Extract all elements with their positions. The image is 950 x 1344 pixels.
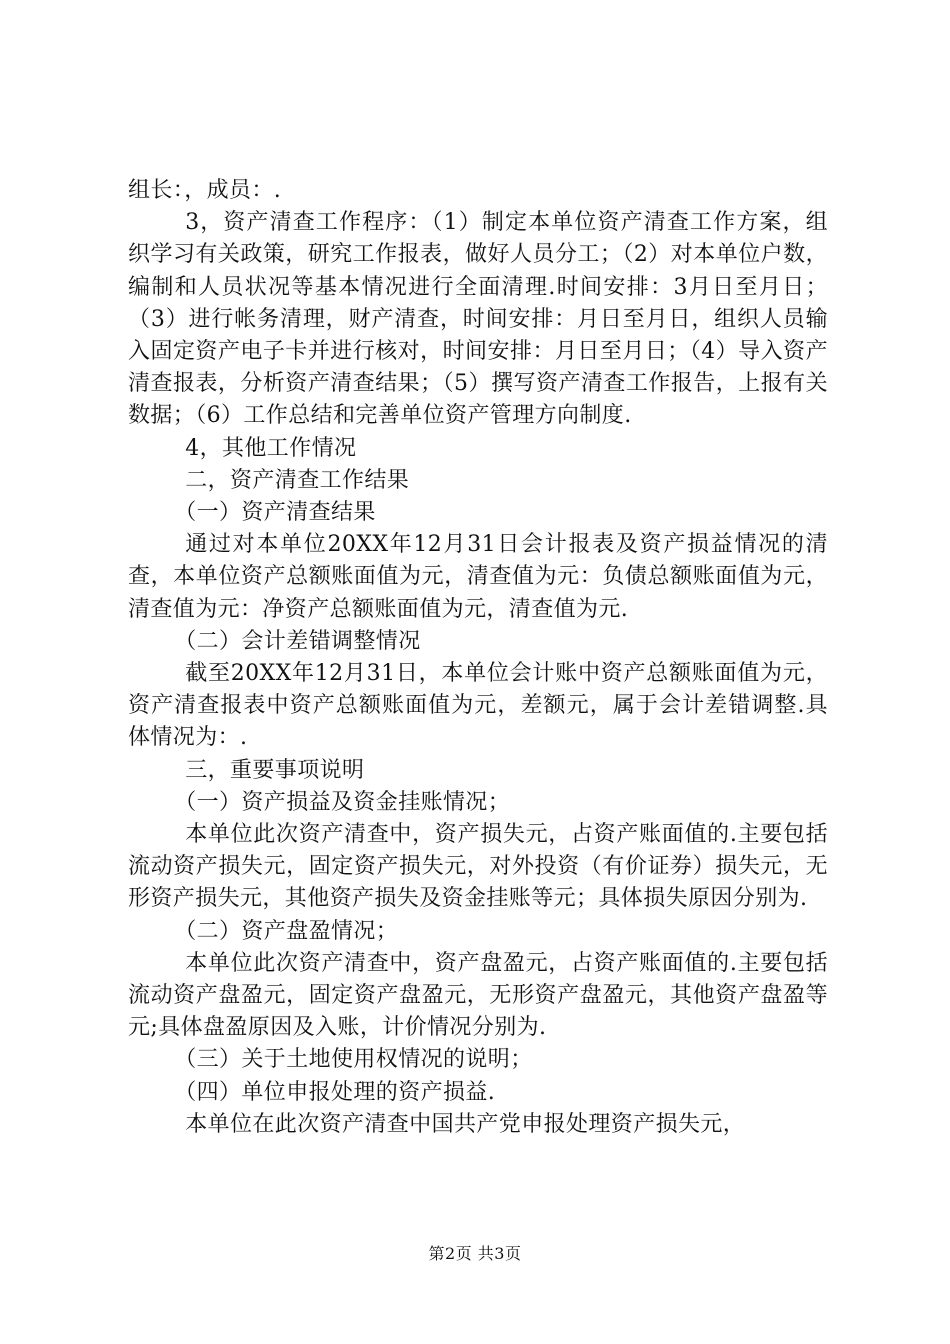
page-number-indicator: 第2页 共3页 [428,1244,522,1263]
subheading-accounting-errors: （二）会计差错调整情况 [174,628,421,654]
paragraph-inventory-results: 通过对本单位20XX年12月31日会计报表及资产损益情况的清查，本单位资产总额账面值为元，清查值为元：负债总额账面值为元，清查值为元：净资产总额账面值为元，清查值为元. [128,532,828,622]
subheading-declared-gains-losses: （四）单位申报处理的资产损益. [174,1079,496,1105]
paragraph-accounting-errors: 截至20XX年12月31日，本单位会计账中资产总额账面值为元，资产清查报表中资产总额账面值为元，差额元，属于会计差错调整.具体情况为：. [128,661,828,751]
paragraph-declared-losses: 本单位在此次资产清查中国共产党申报处理资产损失元， [185,1111,746,1137]
subheading-asset-gains-losses: （一）资产损益及资金挂账情况； [174,789,511,815]
document-body [128,175,828,1141]
page-footer [0,1244,950,1264]
section-heading-results: 二，资产清查工作结果 [185,467,410,493]
subheading-asset-surplus: （二）资产盘盈情况； [174,918,399,944]
paragraph-team-members: 组长：，成员：. [128,178,282,203]
subheading-inventory-results: （一）资产清查结果 [174,500,376,526]
paragraph-inventory-procedure: 3，资产清查工作程序：（1）制定本单位资产清查工作方案，组织学习有关政策，研究工作报表，做好人员分工；（2）对本单位户数，编制和人员状况等基本情况进行全面清理.时间安排：3月日至月日；（3）进行帐务清理，财产清查，时间安排：月日至月日，组织人员输入固定资产电子卡并进行核对，时间安排：月日至月日；（4）导入资产清查报表，分析资产清查结果；（5）撰写资产清查工作报告，上报有关数据；（6）工作总结和完善单位资产管理方向制度. [128,210,828,429]
subheading-land-use-rights: （三）关于土地使用权情况的说明； [174,1047,533,1073]
section-heading-important-matters: 三，重要事项说明 [185,757,365,783]
paragraph-asset-surplus: 本单位此次资产清查中，资产盘盈元，占资产账面值的.主要包括流动资产盘盈元，固定资产盘盈元，无形资产盘盈元，其他资产盘盈等元;具体盘盈原因及入账，计价情况分别为. [128,950,828,1041]
paragraph-other-work: 4，其他工作情况 [185,435,357,461]
paragraph-asset-losses: 本单位此次资产清查中，资产损失元，占资产账面值的.主要包括流动资产损失元，固定资产损失元，对外投资（有价证券）损失元，无形资产损失元，其他资产损失及资金挂账等元；具体损失原因分别为. [128,822,828,912]
